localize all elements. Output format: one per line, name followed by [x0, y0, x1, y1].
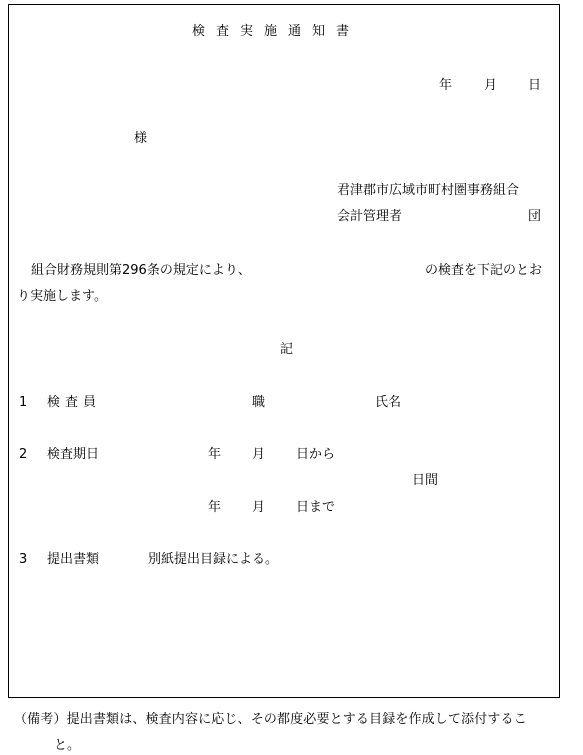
item-1-number: 1	[19, 395, 28, 410]
addressee-suffix: 様	[134, 131, 148, 146]
sender-role: 会計管理者	[337, 209, 403, 224]
inspector-name-label: 氏名	[375, 395, 402, 410]
body-text-end: の検査を下記のとお	[425, 263, 543, 278]
note-line2: と。	[54, 738, 81, 753]
inspector-position-label: 職	[252, 395, 266, 410]
document-title: 検査実施通知書	[192, 24, 361, 39]
period-to-year: 年	[208, 500, 222, 515]
period-from-month: 月	[252, 447, 266, 462]
note-line1: （備考）提出書類は、検査内容に応じ、その都度必要とする目録を作成して添付するこ	[14, 712, 527, 727]
documents-value: 別紙提出目録による。	[148, 552, 279, 567]
item-2-number: 2	[19, 447, 28, 462]
date-year-label: 年	[439, 78, 453, 93]
period-from-suffix: 日から	[296, 447, 336, 462]
item-1-label: 検査員	[47, 395, 102, 410]
item-3-number: 3	[19, 552, 28, 567]
period-to-month: 月	[252, 500, 266, 515]
date-month-label: 月	[484, 78, 498, 93]
body-text-start: 組合財務規則第296条の規定により、	[31, 263, 251, 278]
date-day-label: 日	[528, 78, 542, 93]
seal-mark: 団	[528, 209, 542, 224]
period-to-suffix: 日まで	[296, 500, 336, 515]
sender-organization: 君津郡市広域市町村圏事務組合	[337, 183, 520, 198]
ki-heading: 記	[280, 342, 294, 357]
body-text-line2: り実施します。	[17, 289, 107, 304]
period-duration: 日間	[412, 473, 439, 488]
item-2-label: 検査期日	[47, 447, 100, 462]
period-from-year: 年	[208, 447, 222, 462]
item-3-label: 提出書類	[47, 552, 100, 567]
